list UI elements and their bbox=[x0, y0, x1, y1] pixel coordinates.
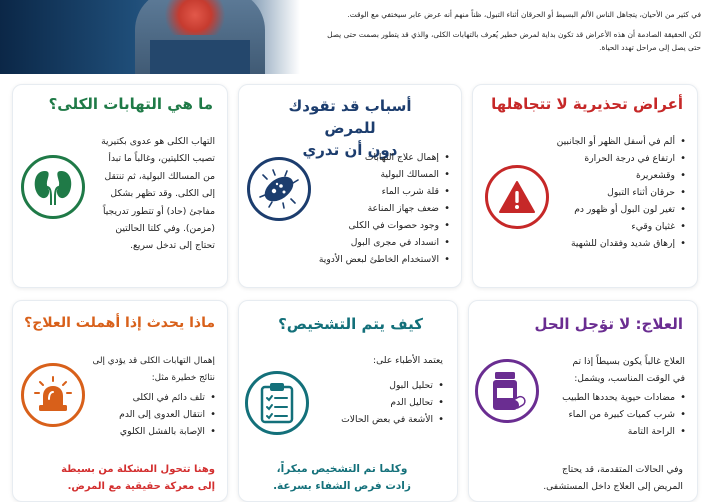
card-warning-symptoms bbox=[472, 84, 698, 288]
definition-text bbox=[97, 133, 215, 255]
alarm-siren-icon bbox=[21, 363, 85, 427]
text-line: إلى الكلى. وقد تظهر بشكل bbox=[110, 188, 215, 200]
text-line: المريض إلى العلاج داخل المستشفى. bbox=[543, 481, 683, 492]
hero-banner bbox=[0, 0, 709, 74]
hero-line-1: في كثير من الأحيان، يتجاهل الناس الألم البسيط أو الحرقان أثناء التبول، ظناً منهم أنه عرض عابر سيختفي مع الوقت. bbox=[347, 10, 701, 19]
neglect-note bbox=[30, 461, 215, 495]
list-item: • ارتفاع في درجة الحرارة bbox=[547, 150, 687, 167]
hero-text bbox=[281, 8, 701, 55]
list-item: • الاستخدام الخاطئ لبعض الأدوية bbox=[301, 251, 451, 268]
kidneys-icon bbox=[21, 155, 85, 219]
title-line-2: دون أن تدري bbox=[302, 141, 398, 159]
hero-photo bbox=[0, 0, 300, 74]
list-item: • تحاليل الدم bbox=[315, 394, 445, 411]
list-item: • تغير لون البول أو ظهور دم bbox=[547, 201, 687, 218]
card-title: ما هي التهابات الكلى؟ bbox=[48, 95, 213, 113]
list-item: • المسالك البولية bbox=[301, 166, 451, 183]
list-item: • إرهاق شديد وفقدان للشهية bbox=[547, 235, 687, 252]
list-item: • غثيان وقيء bbox=[547, 218, 687, 235]
list-item: • شرب كميات كبيرة من الماء bbox=[537, 406, 687, 423]
hero-line-2: لكن الحقيقة الصادمة أن هذه الأعراض قد تكون بداية لمرض خطير يُعرف بالتهابات الكلى، والذي قد يتطور بصمت حتى يصل bbox=[327, 29, 701, 39]
text-line: إهمال التهابات الكلى قد يؤدي إلى bbox=[92, 356, 215, 366]
bacteria-icon bbox=[247, 157, 311, 221]
text-line: وفي الحالات المتقدمة، قد يحتاج bbox=[561, 464, 683, 475]
list-item: • إهمال علاج التهابات bbox=[301, 149, 451, 166]
treatment-intro bbox=[545, 353, 685, 387]
card-title: العلاج: لا تؤجل الحل bbox=[534, 315, 683, 333]
neglect-intro bbox=[65, 353, 215, 387]
list-item: • حرقان أثناء التبول bbox=[547, 184, 687, 201]
text-line: إلى معركة حقيقية مع المرض. bbox=[67, 481, 215, 492]
text-line: التهاب الكلى هو عدوى بكتيرية bbox=[101, 136, 215, 147]
card-title: كيف يتم التشخيص؟ bbox=[278, 315, 423, 333]
symptoms-list bbox=[547, 133, 687, 252]
card-causes bbox=[238, 84, 462, 288]
list-item: • الأشعة في بعض الحالات bbox=[315, 411, 445, 428]
text-line: وكلما تم التشخيص مبكراً، bbox=[276, 463, 408, 475]
text-line: (مزمن). وفي كلتا الحالتين bbox=[115, 223, 215, 235]
neglect-list bbox=[77, 389, 217, 440]
list-item: • الراحة التامة bbox=[537, 423, 687, 440]
text-line: زادت فرص الشفاء بسرعة. bbox=[273, 480, 411, 492]
card-treatment bbox=[468, 300, 698, 502]
text-line: نتائج خطيرة مثل: bbox=[151, 373, 215, 383]
text-line: من المسالك البولية، ثم تنتقل bbox=[104, 170, 215, 182]
list-item: • وقشعريرة bbox=[547, 167, 687, 184]
card-diagnosis bbox=[238, 300, 458, 502]
medicine-bottle-icon bbox=[475, 359, 539, 423]
list-item: • قلة شرب الماء bbox=[301, 183, 451, 200]
list-item: • تلف دائم في الكلى bbox=[77, 389, 217, 406]
card-title: ماذا يحدث إذا أهملت العلاج؟ bbox=[24, 315, 215, 331]
list-item: • تحليل البول bbox=[315, 377, 445, 394]
card-neglect bbox=[12, 300, 228, 502]
hero-line-3: حتى يصل إلى مراحل تهدد الحياة. bbox=[599, 43, 701, 52]
list-item: • مضادات حيوية يحددها الطبيب bbox=[537, 389, 687, 406]
list-item: • ضعف جهاز المناعة bbox=[301, 200, 451, 217]
list-item: • ألم في أسفل الظهر أو الجانبين bbox=[547, 133, 687, 150]
text-line: وهنا تتحول المشكلة من بسيطة bbox=[61, 464, 215, 475]
text-line: في الوقت المناسب، ويشمل: bbox=[574, 373, 685, 384]
card-title: أعراض تحذيرية لا تتجاهلها bbox=[491, 95, 683, 113]
text-line: مفاجئ (حاد) أو تتطور تدريجياً bbox=[102, 205, 215, 217]
list-item: • انسداد في مجرى البول bbox=[301, 234, 451, 251]
text-line: تحتاج إلى تدخل سريع. bbox=[130, 240, 215, 252]
title-line-1: أسباب قد تقودك للمرض bbox=[288, 97, 412, 137]
clipboard-checklist-icon bbox=[245, 371, 309, 435]
diagnosis-note bbox=[267, 461, 417, 495]
text-line: العلاج غالباً يكون بسيطاً إذا تم bbox=[572, 356, 685, 367]
text-line: تصيب الكليتين، وغالباً ما تبدأ bbox=[108, 153, 215, 165]
causes-list bbox=[301, 149, 451, 268]
jeans-shape bbox=[150, 40, 250, 74]
list-item: • انتقال العدوى إلى الدم bbox=[77, 406, 217, 423]
list-item: • الإصابة بالفشل الكلوي bbox=[77, 423, 217, 440]
treatment-outro bbox=[493, 461, 683, 495]
list-item: • وجود حصوات في الكلى bbox=[301, 217, 451, 234]
card-what-is bbox=[12, 84, 228, 288]
pain-glow bbox=[160, 0, 230, 35]
treatment-list bbox=[537, 389, 687, 440]
warning-triangle-icon bbox=[485, 165, 549, 229]
diagnosis-intro: يعتمد الأطباء على: bbox=[372, 355, 443, 366]
diagnosis-list bbox=[315, 377, 445, 428]
